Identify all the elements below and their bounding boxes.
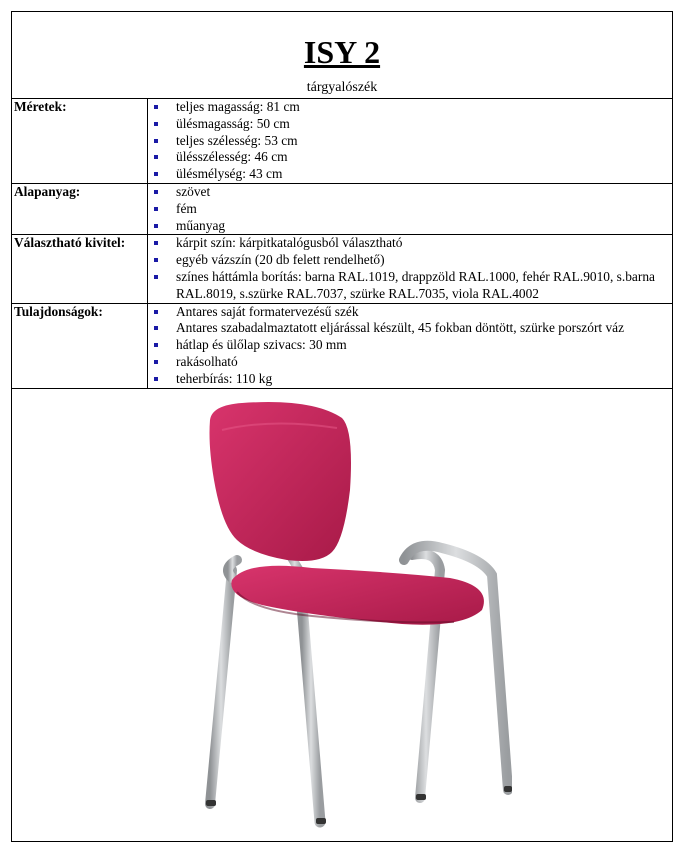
spec-table bbox=[12, 99, 672, 389]
spec-row-options bbox=[12, 235, 672, 303]
product-sheet bbox=[11, 11, 673, 842]
list-item: fém bbox=[152, 201, 672, 218]
list-item: kárpit szín: kárpitkatalógusból választható bbox=[152, 235, 672, 252]
list-item: Antares saját formatervezésű szék bbox=[152, 304, 672, 321]
product-subtitle: tárgyalószék bbox=[306, 80, 378, 95]
product-photo bbox=[12, 390, 672, 841]
list-item: teljes szélesség: 53 cm bbox=[152, 133, 672, 150]
header-block bbox=[12, 12, 672, 99]
row-label: Méretek: bbox=[12, 99, 148, 183]
list-item: Antares szabadalmaztatott eljárással készült, 45 fokban döntött, szürke porszórt váz bbox=[152, 320, 672, 337]
list-item: színes háttámla borítás: barna RAL.1019, drappzöld RAL.1000, fehér RAL.9010, s.barna RAL.8019, s.szürke RAL.7037, szürke RAL.7035, viola RAL.4002 bbox=[152, 269, 672, 303]
spec-row-dimensions bbox=[12, 99, 672, 183]
spec-row-materials bbox=[12, 183, 672, 234]
row-label: Tulajdonságok: bbox=[12, 303, 148, 388]
list-item: rakásolható bbox=[152, 354, 672, 371]
list-item: ülésmagasság: 50 cm bbox=[152, 116, 672, 133]
list-item: teljes magasság: 81 cm bbox=[152, 99, 672, 116]
row-label: Alapanyag: bbox=[12, 183, 148, 234]
spec-row-properties bbox=[12, 303, 672, 388]
chair-illustration bbox=[192, 400, 512, 830]
list-item: szövet bbox=[152, 184, 672, 201]
product-title: ISY 2 bbox=[303, 34, 381, 70]
list-item: ülésmélység: 43 cm bbox=[152, 166, 672, 183]
list-item: egyéb vázszín (20 db felett rendelhető) bbox=[152, 252, 672, 269]
list-item: műanyag bbox=[152, 218, 672, 235]
list-item: ülésszélesség: 46 cm bbox=[152, 149, 672, 166]
list-item: teherbírás: 110 kg bbox=[152, 371, 672, 388]
list-item: hátlap és ülőlap szivacs: 30 mm bbox=[152, 337, 672, 354]
row-label: Választható kivitel: bbox=[12, 235, 148, 303]
